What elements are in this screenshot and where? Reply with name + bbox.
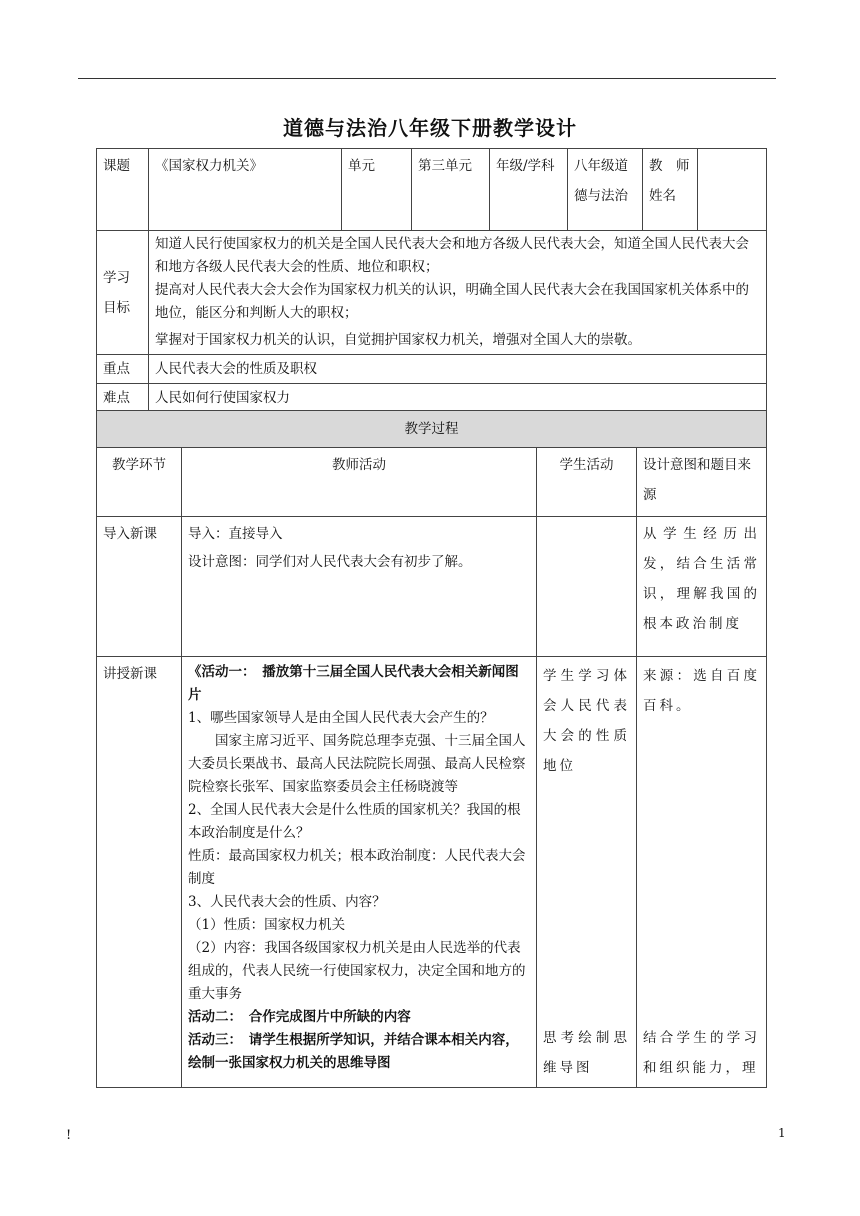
info-table	[96, 148, 767, 413]
goal-item: 掌握对于国家权力机关的认识，自觉拥护国家权力机关，增强对全国人大的崇敬。	[155, 332, 641, 348]
intro-intent-line: 设计意图：同学们对人民代表大会有初步了解。	[188, 554, 472, 570]
goal-item: 知道人民行使国家权力的机关是全国人民代表大会和地方各级人民代表大会，知道全国人民代表大会和地方各级人民代表大会的性质、地位和职权；	[155, 236, 749, 275]
teacher-activity-cell	[182, 657, 537, 1088]
stage-cell: 讲授新课	[97, 657, 182, 1088]
table-row	[97, 657, 767, 1088]
goals-content	[149, 231, 767, 355]
answer-2: 性质：最高国家权力机关；根本政治制度：人民代表大会制度	[188, 848, 526, 887]
student-activity-1: 学生学习体会人民代表大会的性质地位	[543, 668, 630, 774]
column-header: 教学环节	[97, 448, 182, 517]
goals-label: 学习目标	[97, 231, 149, 355]
topic-value: 《国家权力机关》	[149, 149, 342, 231]
intro-line: 导入：直接导入	[188, 526, 283, 542]
page-title: 道德与法治八年级下册教学设计	[283, 116, 577, 140]
student-activity-2: 思考绘制思维导图	[543, 1030, 630, 1076]
question-3: 3、人民代表大会的性质、内容？	[188, 894, 386, 910]
grade-value: 八年级道德与法治	[568, 149, 643, 231]
question-1: 1、哪些国家领导人是由全国人民代表大会产生的？	[188, 710, 494, 726]
header-rule	[78, 78, 776, 79]
teacher-value	[698, 149, 767, 231]
topic-label: 课题	[97, 149, 149, 231]
grade-label: 年级/学科	[490, 149, 568, 231]
activity-two-heading: 活动二： 合作完成图片中所缺的内容	[188, 1009, 411, 1025]
answer-1: 国家主席习近平、国务院总理李克强、十三届全国人大委员长栗战书、最高人民法院院长周强、最高人民检察院检察长张军、国家监察委员会主任杨晓渡等	[188, 733, 526, 795]
goal-item: 提高对人民代表大会大会作为国家权力机关的认识，明确全国人民代表大会在我国国家机关体系中的地位，能区分和判断人大的职权；	[155, 282, 749, 321]
design-intent-cell	[637, 657, 767, 1088]
table-row	[97, 517, 767, 657]
key-point-label: 重点	[97, 355, 149, 384]
stage-cell: 导入新课	[97, 517, 182, 657]
difficult-point-label: 难点	[97, 384, 149, 413]
student-activity-cell	[537, 517, 637, 657]
page-number: 1	[778, 1126, 786, 1140]
question-2: 2、全国人民代表大会是什么性质的国家机关？我国的根本政治制度是什么？	[188, 802, 521, 841]
unit-label: 单元	[342, 149, 412, 231]
process-table	[96, 410, 767, 1088]
activity-three-heading: 活动三： 请学生根据所学知识，并结合课本相关内容，绘制一张国家权力机关的思维导图	[188, 1032, 519, 1071]
teacher-activity-cell	[182, 517, 537, 657]
design-intent-cell: 从学生经历出发，结合生活常识，理解我国的根本政治制度	[637, 517, 767, 657]
activity-one-heading: 《活动一： 播放第十三届全国人民代表大会相关新闻图片	[188, 664, 519, 703]
column-header: 教师活动	[182, 448, 537, 517]
answer-3-content: （2）内容：我国各级国家权力机关是由人民选举的代表组成的，代表人民统一行使国家权力，决定全国和地方的重大事务	[188, 940, 526, 1002]
column-header: 学生活动	[537, 448, 637, 517]
teacher-label-line2: 姓名	[649, 188, 676, 204]
teacher-label-line1: 教 师	[649, 158, 690, 174]
design-intent-1: 来源：选自百度百科。	[643, 668, 760, 714]
answer-3-nature: （1）性质：国家权力机关	[188, 917, 346, 933]
difficult-point-text: 人民如何行使国家权力	[149, 384, 767, 413]
key-point-text: 人民代表大会的性质及职权	[149, 355, 767, 384]
footer-mark: !	[66, 1128, 72, 1143]
student-activity-cell	[537, 657, 637, 1088]
teacher-label	[643, 149, 698, 231]
process-header: 教学过程	[97, 411, 767, 448]
column-header: 设计意图和题目来源	[637, 448, 767, 517]
unit-value: 第三单元	[412, 149, 490, 231]
design-intent-2: 结合学生的学习和组织能力，理	[643, 1030, 760, 1076]
